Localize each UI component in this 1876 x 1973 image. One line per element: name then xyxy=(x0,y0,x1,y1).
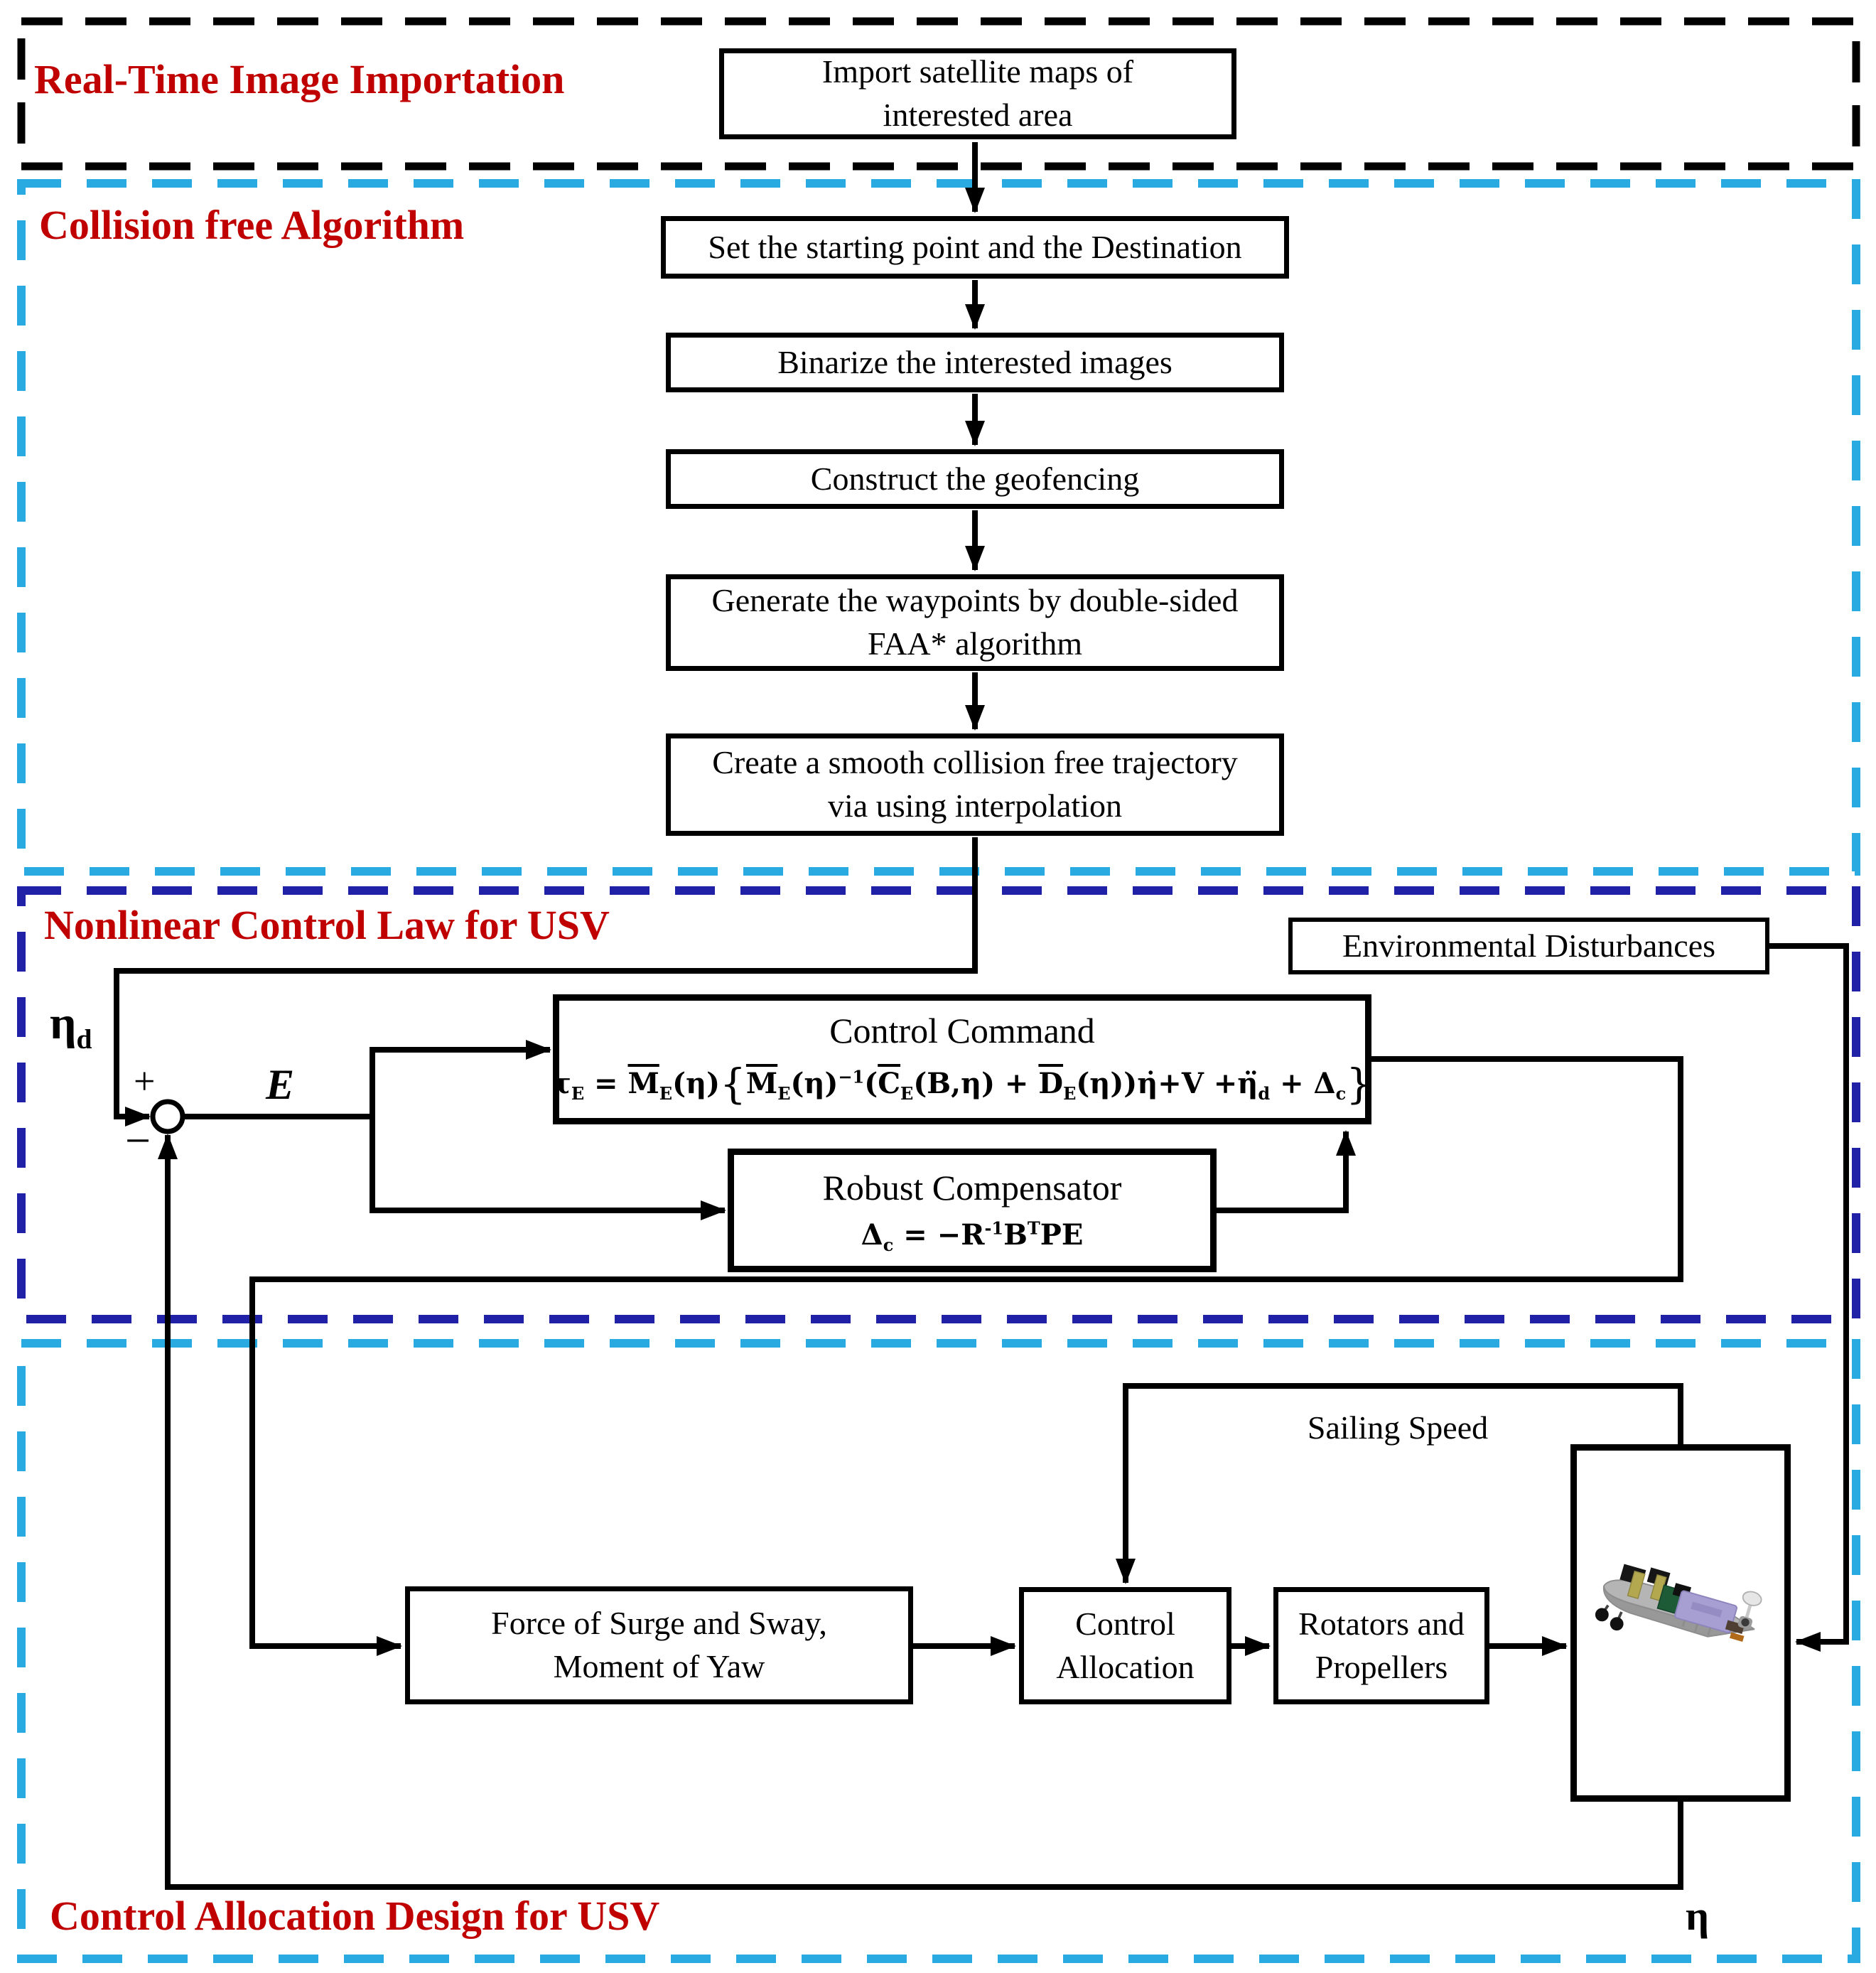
flow-box-waypoints: Generate the waypoints by double-sided FAA* algorithm xyxy=(666,574,1284,671)
section-title-realtime: Real-Time Image Importation xyxy=(34,56,565,102)
flow-box-control-command xyxy=(553,994,1371,1124)
flow-box-force-surge-sway: Force of Surge and Sway, Moment of Yaw xyxy=(405,1586,913,1704)
flow-box-geofencing: Construct the geofencing xyxy=(666,449,1284,509)
control-command-equation: $\tau_E = \overline{M}_E(\eta)\{\overline{M}_E(\eta)^{-1}(\overline{C}_E(B,\eta)$ + $\overline{D}_E(\eta))\etȧ+V$ $+\etä_d + \Delta_c$} xyxy=(551,1059,1373,1108)
flow-box-control-allocation: Control Allocation xyxy=(1019,1587,1231,1704)
flow-box-environmental-disturbances: Environmental Disturbances xyxy=(1288,918,1769,974)
label-error-signal: E xyxy=(266,1061,295,1108)
flow-box-rotators-propellers: Rotators and Propellers xyxy=(1273,1587,1489,1704)
section-title-alloc: Control Allocation Design for USV xyxy=(50,1893,660,1939)
label-minus-sign: − xyxy=(125,1115,151,1166)
eta-d-base: η xyxy=(50,997,77,1049)
control-command-title: Control Command xyxy=(829,1011,1095,1051)
flow-box-import-maps: Import satellite maps of interested area xyxy=(719,48,1236,139)
flow-box-robust-compensator xyxy=(728,1149,1217,1272)
flow-box-binarize: Binarize the interested images xyxy=(666,333,1284,392)
connector-robust-to-control-command xyxy=(1217,1131,1346,1210)
eta-d-subscript: d xyxy=(76,1023,92,1055)
flow-box-set-points: Set the starting point and the Destination xyxy=(661,216,1289,279)
section-title-collision: Collision free Algorithm xyxy=(39,202,465,248)
connector-error-to-robust xyxy=(372,1117,725,1210)
label-eta-feedback: η xyxy=(1686,1893,1709,1939)
usv-boat-illustration xyxy=(1577,1451,1784,1795)
section-title-nonlinear: Nonlinear Control Law for USV xyxy=(44,902,610,948)
summing-junction xyxy=(153,1102,183,1131)
connector-error-to-control-command xyxy=(372,1050,550,1117)
robust-compensator-title: Robust Compensator xyxy=(822,1168,1122,1208)
robust-compensator-equation: $\Delta_c = -R^{-1}B^TPE$ xyxy=(861,1217,1084,1255)
label-eta-desired xyxy=(50,996,92,1055)
vessel-plant-box xyxy=(1570,1444,1791,1802)
label-sailing-speed: Sailing Speed xyxy=(1307,1409,1489,1446)
label-plus-sign: + xyxy=(134,1060,156,1102)
connector-control-command-to-force xyxy=(252,1059,1681,1646)
flow-box-trajectory: Create a smooth collision free trajectory via using interpolation xyxy=(666,733,1284,836)
